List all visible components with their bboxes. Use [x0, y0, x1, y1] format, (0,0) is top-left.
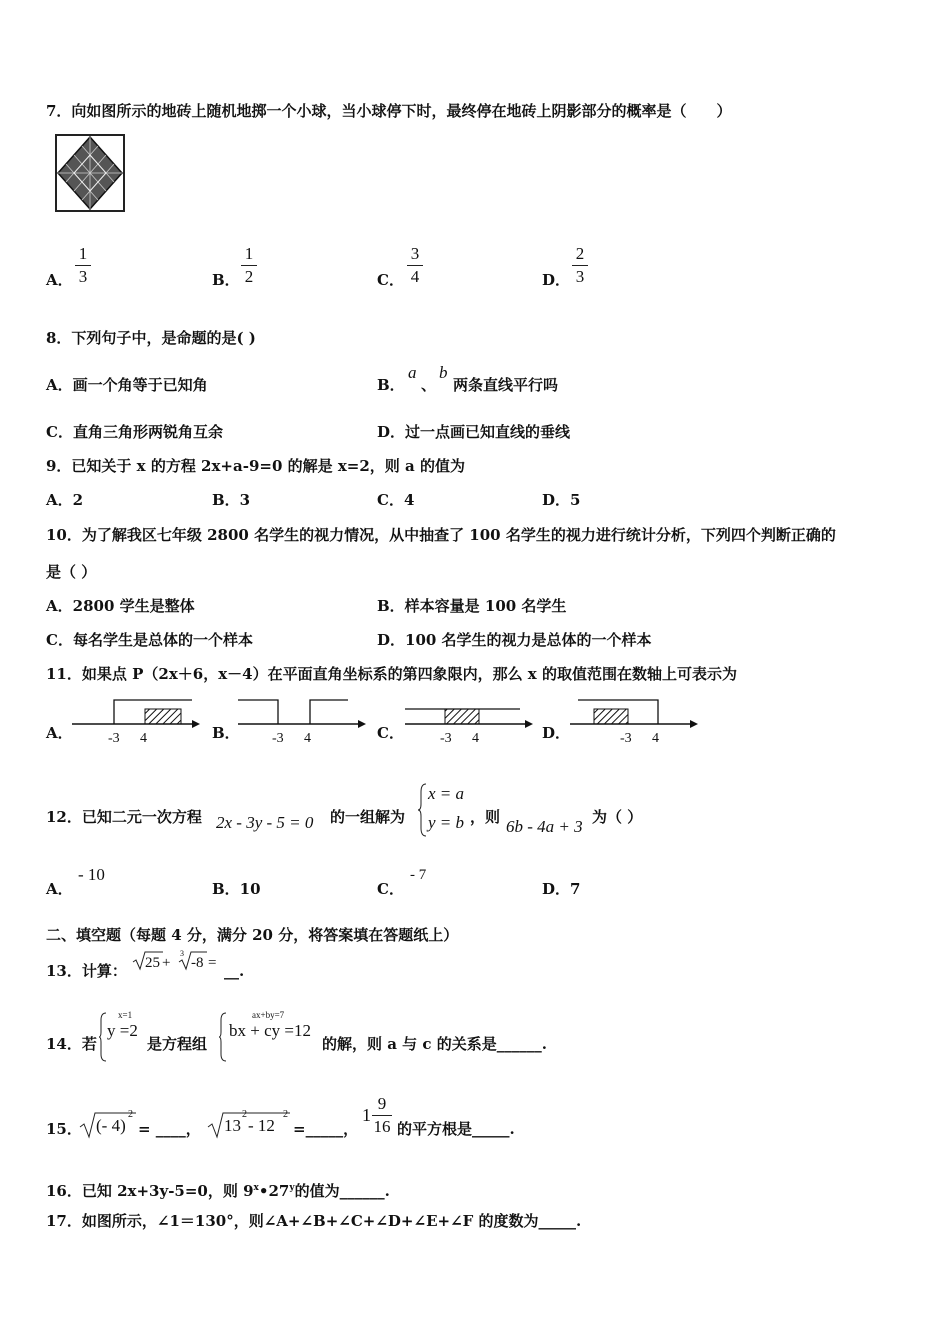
q11-d-tick-minus3: -3 [620, 731, 632, 746]
q16-main: 16．已知 2x+3y-5=0，则 9 [46, 1182, 254, 1200]
q7-option-d-fraction [572, 246, 588, 285]
q10-option-c: C．每名学生是总体的一个样本 [46, 631, 253, 649]
q11-option-c-label: C． [377, 724, 404, 742]
q11-option-d-label: D． [542, 724, 571, 742]
q11-c-tick-4: 4 [472, 731, 479, 746]
q12-option-a-value: - 10 [78, 865, 105, 884]
q15-mixed-fraction [372, 1096, 392, 1135]
q11-a-tick-minus3: -3 [108, 731, 120, 746]
q11-option-a-label: A． [46, 724, 73, 742]
q12-equation: 2x - 3y - 5 = 0 [216, 813, 314, 832]
denominator: 4 [410, 267, 420, 286]
q15-exponent-3: 2 [283, 1109, 288, 1120]
numerator: 9 [377, 1094, 387, 1113]
q14-line-2: bx + cy =12 [229, 1021, 311, 1040]
q15-exponent-1: 2 [128, 1109, 133, 1120]
q15-radicand-1: (- 4) [96, 1116, 126, 1135]
q11-d-tick-4: 4 [652, 731, 659, 746]
q12-mid: 的一组解为 [330, 808, 406, 826]
q8-separator: 、 [421, 376, 437, 394]
q16-text [46, 1179, 390, 1200]
q12-option-c-value: - 7 [410, 867, 427, 883]
q7-option-a-fraction [75, 246, 91, 285]
q7-option-b-fraction [241, 246, 257, 285]
q13-equals: = [208, 955, 217, 971]
q8-option-c: C．直角三角形两锐角互余 [46, 423, 223, 441]
q9-option-b: B．3 [212, 491, 251, 509]
q11-number-line-a [72, 694, 202, 744]
q14-brace-2 [219, 1012, 227, 1062]
q12-system-line1: x = a [428, 784, 465, 803]
q15-exponent-2: 2 [242, 1109, 247, 1120]
q12-option-b: B．10 [212, 880, 261, 898]
q15-radicand-2b: - 12 [248, 1116, 275, 1135]
q12-prefix: 12．已知二元一次方程 [46, 808, 202, 826]
q13-prefix: 13．计算： [46, 962, 127, 980]
q16-exp-x: x [253, 1183, 259, 1193]
q10-option-d: D．100 名学生的视力是总体的一个样本 [377, 631, 652, 649]
q14-small-2: ax+by=7 [252, 1010, 285, 1020]
q8-option-a: A．画一个角等于已知角 [46, 376, 208, 394]
q8-option-d: D．过一点画已知直线的垂线 [377, 423, 571, 441]
q14-small-1: x=1 [118, 1010, 133, 1020]
q8-option-b-label: B． [377, 376, 405, 394]
numerator: 1 [78, 244, 88, 263]
q14-suffix: 的解，则 a 与 c 的关系是______. [322, 1035, 547, 1053]
q11-stem: 11．如果点 P（2x＋6，x－4）在平面直角坐标系的第四象限内，那么 x 的取值范围在数轴上可表示为 [46, 665, 737, 683]
denominator: 3 [78, 267, 88, 286]
q11-a-tick-4: 4 [140, 731, 147, 746]
q7-option-c-fraction [407, 246, 423, 285]
q7-option-a-label: A． [46, 271, 73, 289]
q14-brace-1 [99, 1012, 107, 1062]
q11-c-tick-minus3: -3 [440, 731, 452, 746]
q15-prefix: 15． [46, 1120, 82, 1138]
q10-stem-line1: 10．为了解我区七年级 2800 名学生的视力情况，从中抽查了 100 名学生的视力进行统计分析，下列四个判断正确的 [46, 526, 836, 544]
q13-plus: + [162, 955, 171, 971]
q13-radicand-2: -8 [191, 955, 204, 971]
numerator: 2 [575, 244, 585, 263]
q10-stem-line2: 是（ ） [46, 563, 97, 581]
q11-number-line-c [405, 694, 535, 744]
q12-suffix: 为（ ） [592, 808, 643, 826]
q11-b-tick-minus3: -3 [272, 731, 284, 746]
q11-number-line-b [238, 694, 368, 744]
q14-line-1: y =2 [107, 1021, 138, 1040]
q15-mixed-whole: 1 [362, 1105, 371, 1125]
q12-system-line2: y = b [428, 813, 465, 832]
q8-var-a: a [408, 363, 417, 382]
q15-radicand-2a: 13 [224, 1116, 241, 1135]
q8-var-b: b [439, 363, 448, 382]
q10-option-a: A．2800 学生是整体 [46, 597, 195, 615]
q13-root-index: 3 [180, 949, 184, 958]
q11-b-tick-4: 4 [304, 731, 311, 746]
q16-exp-y: y [289, 1183, 295, 1193]
q11-number-line-d [570, 694, 700, 744]
section-2-heading: 二、填空题（每题 4 分，满分 20 分，将答案填在答题纸上） [46, 926, 459, 944]
q15-blank-1: = ____， [138, 1120, 201, 1138]
q7-option-b-label: B． [212, 271, 240, 289]
q10-option-b: B．样本容量是 100 名学生 [377, 597, 567, 615]
q14-mid: 是方程组 [147, 1035, 208, 1053]
q12-option-a-label: A． [46, 880, 73, 898]
q15-suffix: 的平方根是_____. [397, 1120, 515, 1138]
q7-stem: 7．向如图所示的地砖上随机地掷一个小球，当小球停下时，最终停在地砖上阴影部分的概率是（ ） [46, 102, 732, 120]
q9-option-c: C．4 [377, 491, 415, 509]
denominator: 2 [244, 267, 254, 286]
q7-option-c-label: C． [377, 271, 404, 289]
q12-option-c-label: C． [377, 880, 404, 898]
denominator: 16 [373, 1117, 391, 1136]
q13-radicand-1: 25 [145, 955, 160, 971]
numerator: 1 [244, 244, 254, 263]
q12-expression: 6b - 4a + 3 [506, 817, 583, 836]
q16-suffix: 的值为______. [294, 1182, 390, 1200]
q16-mid: •27 [258, 1182, 290, 1200]
q12-brace [418, 782, 428, 838]
q9-option-a: A．2 [46, 491, 84, 509]
q9-stem: 9．已知关于 x 的方程 2x+a-9=0 的解是 x=2，则 a 的值为 [46, 457, 465, 475]
q12-comma: ，则 [470, 808, 501, 826]
tile-figure [54, 133, 126, 213]
q7-option-d-label: D． [542, 271, 571, 289]
q15-blank-2: =_____， [293, 1120, 359, 1138]
q8-option-b-text: 两条直线平行吗 [453, 376, 559, 394]
denominator: 3 [575, 267, 585, 286]
q12-option-d: D．7 [542, 880, 581, 898]
q9-option-d: D．5 [542, 491, 581, 509]
q11-option-b-label: B． [212, 724, 240, 742]
numerator: 3 [410, 244, 420, 263]
q17-text: 17．如图所示，∠1＝130°，则∠A+∠B+∠C+∠D+∠E+∠F 的度数为_____. [46, 1212, 582, 1230]
q13-blank: __. [224, 962, 245, 980]
q8-stem: 8．下列句子中，是命题的是( ) [46, 329, 256, 347]
q14-prefix: 14．若 [46, 1035, 97, 1053]
